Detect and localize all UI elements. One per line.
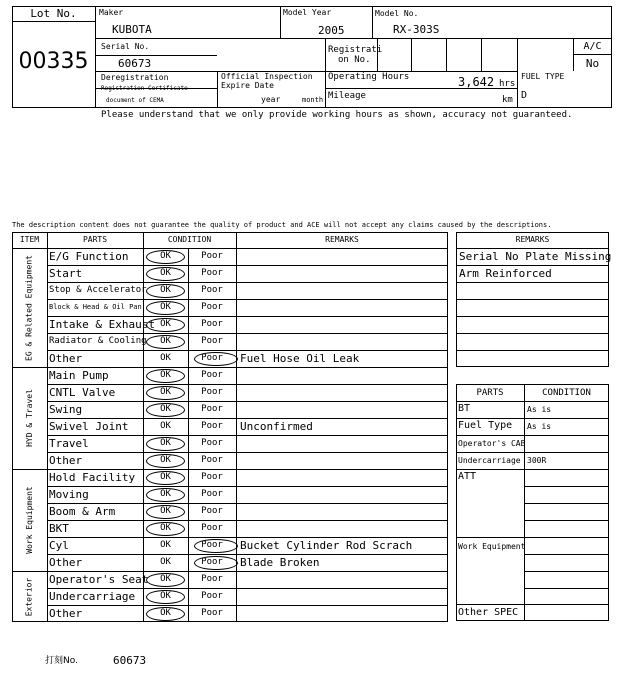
part-label: Radiator & Cooling	[49, 336, 147, 346]
divider	[524, 520, 609, 521]
remark-item: Serial No Plate Missing	[459, 250, 612, 263]
ok-option[interactable]: OK	[160, 557, 171, 567]
poor-option[interactable]: Poor	[201, 591, 223, 601]
poor-option[interactable]: Poor	[201, 489, 223, 499]
official-inspection-label: Official Inspection	[221, 72, 313, 81]
ok-option[interactable]: OK	[160, 489, 171, 499]
divider	[47, 537, 448, 538]
divider	[12, 469, 448, 470]
ok-selected-mark	[146, 301, 185, 315]
model-year-value: 2005	[318, 24, 345, 37]
poor-option[interactable]: Poor	[201, 557, 223, 567]
divider	[456, 401, 609, 402]
divider	[47, 265, 448, 266]
part-label: Swing	[49, 403, 83, 416]
divider	[47, 384, 448, 385]
registration-certificate-label: Registration Certificate	[101, 85, 188, 92]
ok-option[interactable]: OK	[160, 523, 171, 533]
divider	[47, 503, 448, 504]
ok-selected-mark	[146, 454, 185, 468]
fuel-type-value: D	[521, 90, 528, 101]
divider	[95, 6, 96, 108]
divider	[47, 554, 448, 555]
poor-option[interactable]: Poor	[201, 336, 223, 346]
registration-label-2: on No.	[338, 55, 371, 65]
part-label: Intake & Exhaust	[49, 318, 155, 331]
group-label: HYD & Travel	[24, 389, 34, 447]
ok-option[interactable]: OK	[160, 336, 171, 346]
serial-no-label: Serial No.	[101, 42, 150, 51]
divider	[524, 554, 609, 555]
divider	[12, 248, 448, 249]
poor-option[interactable]: Poor	[201, 472, 223, 482]
part-label: Other	[49, 556, 83, 569]
poor-selected-mark	[194, 556, 238, 570]
part-label: BKT	[49, 522, 69, 535]
part-label: Other	[49, 352, 83, 365]
divider	[12, 21, 95, 22]
ok-selected-mark	[146, 386, 185, 400]
part-label: CNTL Valve	[49, 386, 116, 399]
model-no-value: RX-303S	[393, 23, 440, 36]
ok-selected-mark	[146, 369, 185, 383]
part-label: Boom & Arm	[49, 505, 116, 518]
divider	[47, 232, 48, 622]
ok-selected-mark	[146, 437, 185, 451]
divider	[456, 604, 524, 605]
hours-notice: Please understand that we only provide working hours as shown, accuracy not guaranteed.	[101, 110, 573, 120]
col-item-header: ITEM	[19, 235, 40, 244]
ok-selected-mark	[146, 522, 185, 536]
model-year-label: Model Year	[283, 8, 332, 17]
deregistration-label: Deregistration	[101, 73, 169, 82]
ok-selected-mark	[146, 573, 185, 587]
divider	[456, 435, 609, 436]
fuel-type-label: FUEL TYPE	[521, 72, 565, 81]
ok-option[interactable]: OK	[160, 285, 171, 295]
work-equipment-label: Work Equipment	[458, 542, 526, 551]
divider	[47, 452, 448, 453]
ok-option[interactable]: OK	[160, 319, 171, 329]
divider	[47, 588, 448, 589]
ok-option[interactable]: OK	[160, 421, 171, 431]
lot-no-value: 00335	[18, 49, 89, 74]
poor-option[interactable]: Poor	[201, 574, 223, 584]
lot-no-label: Lot No.	[30, 7, 77, 20]
parts-row-condition: As is	[527, 422, 552, 431]
group-label: EG & Related Equipment	[24, 254, 34, 361]
ok-option[interactable]: OK	[160, 302, 171, 312]
ok-selected-mark	[146, 318, 185, 332]
mileage-label: Mileage	[328, 91, 366, 101]
divider	[524, 486, 609, 487]
km-label: km	[502, 95, 513, 105]
poor-option[interactable]: Poor	[201, 302, 223, 312]
parts-row-label: BT	[458, 403, 471, 414]
col-condition-header: CONDITION	[167, 235, 212, 244]
divider	[372, 6, 373, 38]
ok-selected-mark	[146, 250, 185, 264]
poor-option[interactable]: Poor	[201, 387, 223, 397]
remarks-header: REMARKS	[515, 235, 550, 244]
poor-option[interactable]: Poor	[201, 421, 223, 431]
divider	[47, 350, 448, 351]
poor-option[interactable]: Poor	[201, 370, 223, 380]
divider	[47, 418, 448, 419]
poor-option[interactable]: Poor	[201, 506, 223, 516]
part-label: Swivel Joint	[49, 420, 129, 433]
divider	[456, 299, 609, 300]
divider	[524, 571, 609, 572]
divider	[456, 452, 609, 453]
poor-option[interactable]: Poor	[201, 285, 223, 295]
poor-option[interactable]: Poor	[201, 523, 223, 533]
divider	[517, 38, 518, 108]
ok-option[interactable]: OK	[160, 387, 171, 397]
group-label: Exterior	[24, 577, 34, 616]
poor-selected-mark	[194, 352, 238, 366]
divider	[524, 503, 609, 504]
ok-selected-mark	[146, 590, 185, 604]
row-remark: Bucket Cylinder Rod Scrach	[240, 539, 413, 552]
maker-label: Maker	[99, 8, 124, 17]
ok-option[interactable]: OK	[160, 438, 171, 448]
col-parts-header: PARTS	[82, 235, 108, 244]
ok-option[interactable]: OK	[160, 268, 171, 278]
ok-selected-mark	[146, 505, 185, 519]
part-label: Main Pump	[49, 369, 109, 382]
divider	[280, 6, 281, 38]
registration-label: Registrati	[328, 45, 383, 55]
ok-option[interactable]: OK	[160, 506, 171, 516]
divider	[12, 571, 448, 572]
divider	[524, 604, 609, 605]
divider	[456, 265, 609, 266]
stamp-no: 60673	[113, 654, 147, 667]
divider	[47, 401, 448, 402]
divider	[481, 38, 482, 71]
description-notice: The description content does not guarantee the quality of product and ACE will not accept any claims caused by the descriptions.	[12, 221, 552, 229]
parts-row-label: Fuel Type	[458, 420, 513, 431]
poor-option[interactable]: Poor	[201, 608, 223, 618]
ok-selected-mark	[146, 403, 185, 417]
part-label: Moving	[49, 488, 89, 501]
divider	[95, 55, 217, 56]
ok-option[interactable]: OK	[160, 574, 171, 584]
part-label: Other	[49, 607, 83, 620]
ok-option[interactable]: OK	[160, 608, 171, 618]
stamp-label: 打刻No.	[45, 656, 78, 666]
operating-hours-value: 3,642	[458, 75, 495, 89]
poor-option[interactable]: Poor	[201, 268, 223, 278]
divider	[47, 299, 448, 300]
divider	[524, 537, 609, 538]
part-label: Cyl	[49, 539, 69, 552]
part-label: Operator's Seat	[49, 573, 149, 586]
year-label: year	[261, 95, 281, 104]
poor-option[interactable]: Poor	[201, 319, 223, 329]
ac-value: No	[585, 57, 600, 70]
part-label: Hold Facility	[49, 471, 136, 484]
ok-option[interactable]: OK	[160, 370, 171, 380]
condition-header: CONDITION	[542, 388, 591, 398]
divider	[411, 38, 412, 71]
divider	[456, 469, 609, 470]
divider	[47, 435, 448, 436]
divider	[456, 350, 609, 351]
part-label: Travel	[49, 437, 89, 450]
divider	[47, 282, 448, 283]
ok-selected-mark	[146, 267, 185, 281]
group-label: Work Equipment	[24, 486, 34, 554]
att-label: ATT	[458, 471, 477, 482]
expire-date-label: Expire Date	[221, 81, 274, 90]
row-remark: Blade Broken	[240, 556, 320, 569]
divider	[47, 520, 448, 521]
parts-row-condition: As is	[527, 405, 552, 414]
divider	[47, 486, 448, 487]
divider	[456, 537, 524, 538]
divider	[446, 38, 447, 71]
poor-option[interactable]: Poor	[201, 438, 223, 448]
divider	[47, 333, 448, 334]
poor-option[interactable]: Poor	[201, 404, 223, 414]
row-remark: Unconfirmed	[240, 420, 313, 433]
parts-header: PARTS	[476, 388, 504, 398]
ok-option[interactable]: OK	[160, 540, 171, 550]
divider	[47, 316, 448, 317]
part-label: Start	[49, 267, 83, 280]
remark-item: Arm Reinforced	[459, 267, 552, 280]
document-of-cema-label: document of CEMA	[106, 97, 164, 104]
part-label: E/G Function	[49, 250, 129, 263]
divider	[456, 418, 609, 419]
part-label: Block & Head & Oil Pan	[49, 303, 142, 311]
divider	[47, 605, 448, 606]
divider	[456, 333, 609, 334]
hrs-label: hrs	[499, 79, 516, 89]
maker-value: KUBOTA	[112, 23, 152, 36]
divider	[95, 38, 612, 39]
divider	[573, 54, 612, 55]
ok-option[interactable]: OK	[160, 404, 171, 414]
col-remarks-header: REMARKS	[325, 235, 359, 244]
poor-selected-mark	[194, 539, 238, 553]
parts-row-condition: 300R	[527, 456, 547, 465]
ok-option[interactable]: OK	[160, 353, 171, 363]
parts-row-label: Undercarriage	[458, 456, 521, 465]
poor-option[interactable]: Poor	[201, 353, 223, 363]
ok-selected-mark	[146, 335, 185, 349]
serial-no-value: 60673	[118, 57, 152, 70]
row-remark: Fuel Hose Oil Leak	[240, 352, 360, 365]
divider	[217, 71, 218, 108]
parts-row-label: Operator's CAB	[458, 439, 526, 448]
other-spec-label: Other SPEC	[458, 607, 519, 618]
model-no-label: Model No.	[375, 9, 419, 18]
operating-hours-label: Operating Hours	[328, 72, 410, 82]
ok-selected-mark	[146, 471, 185, 485]
ok-option[interactable]: OK	[160, 591, 171, 601]
poor-option[interactable]: Poor	[201, 540, 223, 550]
divider	[12, 367, 448, 368]
ok-option[interactable]: OK	[160, 455, 171, 465]
divider	[456, 282, 609, 283]
divider	[456, 316, 609, 317]
part-label: Stop & Accelerator	[49, 285, 147, 295]
part-label: Undercarriage	[49, 590, 136, 603]
ok-selected-mark	[146, 488, 185, 502]
ac-label: A/C	[583, 41, 602, 52]
divider	[524, 588, 609, 589]
poor-option[interactable]: Poor	[201, 251, 223, 261]
divider	[456, 248, 609, 249]
divider	[325, 38, 326, 108]
ok-selected-mark	[146, 284, 185, 298]
ok-option[interactable]: OK	[160, 251, 171, 261]
month-label: month	[302, 96, 324, 104]
ok-option[interactable]: OK	[160, 472, 171, 482]
ok-selected-mark	[146, 607, 185, 621]
poor-option[interactable]: Poor	[201, 455, 223, 465]
part-label: Other	[49, 454, 83, 467]
